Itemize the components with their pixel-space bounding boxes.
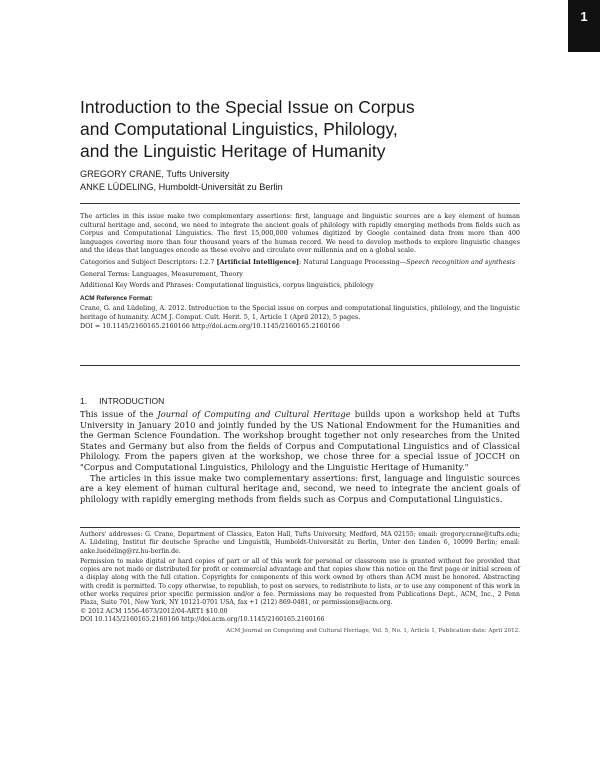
title-line: Introduction to the Special Issue on Corpus: [80, 97, 415, 117]
abstract-text: The articles in this issue make two complementary assertions: first, language and linguistic sources are a key element of human cultural heritage and, second, we need to integrate the ancient goals of philology with rapidly emerging methods from fields such as Corpus and Computational Linguistics. The first 15,000,000 volumes digitized by Google contained data from more than 400 languages covering more than four thousand years of the human record. We need to develop methods to explore linguistic changes and the ideas that languages encode as these evolve and circulate over millennia and on a global scale.: [80, 212, 520, 255]
page-number: 1: [580, 9, 588, 24]
author-affiliation: Humboldt-Universität zu Berlin: [158, 181, 283, 192]
footnote-divider: [80, 527, 520, 528]
body-text: [80, 409, 520, 504]
keywords: Additional Key Words and Phrases: Computational linguistics, corpus linguistics, philology: [80, 281, 374, 290]
acm-reference-text: Crane, G. and Lüdeling, A. 2012. Introduction to the Special issue on corpus and computational linguistics, philology, and the linguistic heritage of humanity. ACM J. Comput. Cult. Herit. 5, 1, Article 1 (April 2012), 5 pages.: [80, 304, 520, 321]
general-terms: General Terms: Languages, Measurement, Theory: [80, 269, 243, 278]
section-title: INTRODUCTION: [99, 396, 165, 406]
author-name: ANKE LÜDELING: [80, 181, 154, 192]
paper-title: [80, 96, 520, 162]
journal-name: Journal of Computing and Cultural Heritage: [157, 409, 351, 419]
divider: [80, 365, 520, 366]
title-line: and Computational Linguistics, Philology,: [80, 119, 398, 139]
abstract-block: [80, 212, 520, 333]
author-line: ANKE LÜDELING, Humboldt-Universität zu Berlin: [80, 181, 283, 192]
divider: [80, 203, 520, 204]
doi-line: DOI 10.1145/2160165.2160166 http://doi.acm.org/10.1145/2160165.2160166: [80, 615, 325, 623]
section-number: 1.: [80, 396, 88, 406]
copyright-line: © 2012 ACM 1556-4673/2012/04-ART1 $10.00: [80, 607, 228, 615]
author-line: GREGORY CRANE, Tufts University: [80, 169, 230, 179]
author-name: GREGORY CRANE: [80, 169, 162, 179]
section-heading: [80, 396, 164, 406]
paragraph: This issue of the Journal of Computing and Cultural Heritage builds upon a workshop held at Tufts University in January 2010 and jointly funded by the US National Endowment for the Humanities and the German Science Foundation. The workshop brought together not only researches from the United States and Germany but also from the fields of Corpus and Computational Linguistics and of Classical Philology. From the papers given at the workshop, we chose three for a special issue of JOCCH on "Corpus and Computational Linguistics, Philology and the Linguistic Heritage of Humanity.": [80, 409, 520, 472]
categories: Categories and Subject Descriptors: I.2.7 [Artificial Intelligence]: Natural Language Processing—Speech recognition and synthesis: [80, 257, 516, 266]
acm-reference-heading: ACM Reference Format:: [80, 294, 153, 302]
permission-notice: Permission to make digital or hard copies of part or all of this work for personal or classroom use is granted without fee provided that copies are not made or distributed for profit or commercial advantage and that copies show this notice on the first page or initial screen of a display along with the full citation. Copyrights for components of this work owned by others than ACM must be honored. Abstracting with credit is permitted. To copy otherwise, to republish, to post on servers, to redistribute to lists, or to use any component of this work in other works requires prior specific permission and/or a fee. Permissions may be requested from Publications Dept., ACM, Inc., 2 Penn Plaza, Suite 701, New York, NY 10121-0701 USA, fax +1 (212) 869-0481, or permissions@acm.org.: [80, 557, 520, 607]
author-addresses: Authors' addresses: G. Crane, Department of Classics, Eaton Hall, Tufts University, Medford, MA 02155; email: gregory.crane@tufts.edu; A. Lüdeling, Institut für deutsche Sprache und Linguistik, Humboldt-Universität zu Berlin, Unter den Linden 6, 10099 Berlin; email: anke.luedeling@rz.hu-berlin.de.: [80, 531, 520, 555]
page-number-tab: [568, 0, 600, 52]
paragraph: The articles in this issue make two complementary assertions: first, language and linguistic sources are a key element of human cultural heritage and, second, we need to integrate the ancient goals of philology with rapidly emerging methods from fields such as Corpus and Computational Linguistics.: [80, 472, 520, 504]
author-list: [80, 168, 520, 193]
running-footer: ACM Journal on Computing and Cultural Heritage, Vol. 5, No. 1, Article 1, Publication date: April 2012.: [226, 628, 520, 634]
title-line: and the Linguistic Heritage of Humanity: [80, 141, 386, 161]
footnotes: [80, 531, 520, 624]
author-affiliation: Tufts University: [166, 169, 230, 179]
acm-reference-doi: DOI = 10.1145/2160165.2160166 http://doi.acm.org/10.1145/2160165.2160166: [80, 321, 340, 330]
